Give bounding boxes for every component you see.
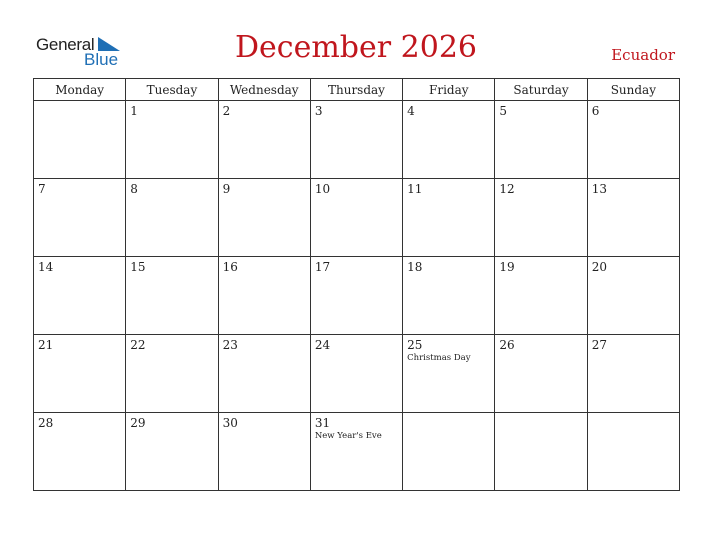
day-number: 25 xyxy=(407,338,423,352)
day-number: 19 xyxy=(499,260,515,274)
day-cell xyxy=(126,101,218,179)
day-number: 13 xyxy=(591,182,607,196)
day-number: 9 xyxy=(222,182,231,196)
day-number: 29 xyxy=(130,416,146,430)
day-cell xyxy=(34,179,126,257)
logo-text-general: General xyxy=(36,35,95,54)
page-title: December 2026 xyxy=(235,30,477,65)
day-number: 1 xyxy=(130,104,138,118)
day-number xyxy=(588,413,679,416)
day-cell xyxy=(310,413,402,491)
weekday-header: Saturday xyxy=(495,79,587,101)
day-cell xyxy=(403,101,495,179)
day-number: 23 xyxy=(222,338,238,352)
weekday-header: Thursday xyxy=(310,79,402,101)
day-number: 28 xyxy=(38,416,54,430)
day-cell xyxy=(126,335,218,413)
day-number: 15 xyxy=(130,260,146,274)
weekday-header: Sunday xyxy=(587,79,679,101)
day-cell xyxy=(34,413,126,491)
holiday-label: New Year's Eve xyxy=(314,431,382,441)
day-cell xyxy=(587,413,679,491)
day-cell xyxy=(495,257,587,335)
holiday-label: Christmas Day xyxy=(407,353,471,363)
week-row xyxy=(34,179,680,257)
day-number: 31 xyxy=(314,416,331,430)
week-row xyxy=(34,335,680,413)
day-cell xyxy=(218,413,310,491)
day-cell xyxy=(126,179,218,257)
day-number: 4 xyxy=(407,104,415,118)
day-number: 26 xyxy=(499,338,515,352)
day-cell xyxy=(587,257,679,335)
day-cell xyxy=(403,335,495,413)
logo-text-blue: Blue xyxy=(84,50,119,69)
day-cell xyxy=(34,257,126,335)
day-number: 7 xyxy=(38,182,46,196)
week-row xyxy=(34,101,680,179)
day-number: 8 xyxy=(130,182,138,196)
day-cell xyxy=(126,413,218,491)
day-number: 18 xyxy=(407,260,423,274)
weekday-header: Friday xyxy=(403,79,495,101)
weekday-header: Monday xyxy=(34,79,126,101)
day-number: 17 xyxy=(314,260,331,274)
country-label: Ecuador xyxy=(611,46,675,64)
day-number: 11 xyxy=(407,182,423,196)
day-number: 10 xyxy=(314,182,331,196)
day-number: 21 xyxy=(38,338,54,352)
day-cell xyxy=(218,257,310,335)
day-number: 24 xyxy=(314,338,331,352)
day-cell xyxy=(126,257,218,335)
day-cell xyxy=(218,335,310,413)
day-cell xyxy=(403,179,495,257)
day-cell xyxy=(403,413,495,491)
day-cell xyxy=(310,257,402,335)
day-cell xyxy=(310,101,402,179)
day-number: 30 xyxy=(222,416,238,430)
day-number: 5 xyxy=(499,104,508,118)
day-cell xyxy=(495,335,587,413)
day-number: 16 xyxy=(222,260,238,274)
day-cell xyxy=(495,179,587,257)
week-row xyxy=(34,413,680,491)
day-cell xyxy=(587,101,679,179)
day-number: 20 xyxy=(591,260,607,274)
day-number: 6 xyxy=(591,104,600,118)
day-cell xyxy=(34,335,126,413)
day-cell xyxy=(310,179,402,257)
day-number: 22 xyxy=(130,338,146,352)
day-cell xyxy=(495,413,587,491)
day-cell xyxy=(34,101,126,179)
day-cell xyxy=(495,101,587,179)
weekday-header: Tuesday xyxy=(126,79,218,101)
weekday-header-row xyxy=(34,79,680,101)
day-cell xyxy=(218,179,310,257)
day-number: 2 xyxy=(222,104,231,118)
day-number: 12 xyxy=(499,182,515,196)
week-row xyxy=(34,257,680,335)
day-cell xyxy=(403,257,495,335)
day-cell xyxy=(218,101,310,179)
day-number xyxy=(495,413,586,416)
calendar-grid xyxy=(33,78,680,491)
day-number: 3 xyxy=(314,104,323,118)
day-cell xyxy=(587,335,679,413)
day-number xyxy=(34,101,125,104)
day-cell xyxy=(587,179,679,257)
weekday-header: Wednesday xyxy=(218,79,310,101)
day-number xyxy=(403,413,494,416)
day-cell xyxy=(310,335,402,413)
day-number: 14 xyxy=(38,260,54,274)
day-number: 27 xyxy=(591,338,607,352)
